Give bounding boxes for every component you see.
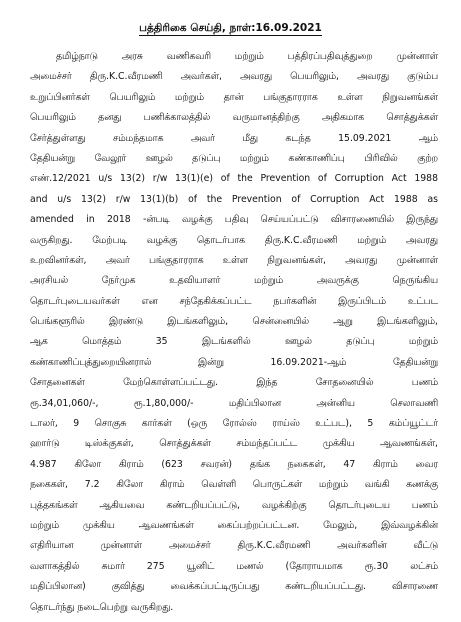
body-line-21: 4.987 கிலோ கிராம் (623 சவரன்) தங்க நகைகள், 47 கிராம் வைர (30, 458, 438, 470)
body-line-18: ரூ.34,01,060/-, ரூ.1,80,000/- மதிப்பிலான அன்னிய செலாவணி (30, 397, 438, 409)
body-line-14: பெங்களூரில் இரண்டு இடங்களிலும், சென்னையில் ஆறு இடங்களிலும், (30, 316, 438, 328)
body-line-12: அரசியல் நேர்முக உதவியாளர் மற்றும் அவருக்கு நெருங்கிய (30, 275, 438, 287)
body-line-24: மற்றும் முக்கிய ஆவணங்கள் கைப்பற்றப்பட்டன. மேலும், இவ்வழக்கின் (30, 519, 438, 531)
press-release-body (30, 47, 438, 618)
body-line-7: எண்.12/2021 u/s 13(2) r/w 13(1)(e) of the Prevention of Corruption Act 1988 (30, 173, 438, 185)
body-line-11: உறவினர்கள், அவர் பங்குதாரராக உள்ள நிறுவனங்கள், அவரது முன்னாள் (30, 254, 438, 266)
body-line-13: தொடர்புடையவர்கள் என சந்தேகிக்கப்பட்ட நபர்களின் இருப்பிடம் உட்பட (30, 295, 438, 307)
body-line-2: அமைச்சர் திரு.K.C.வீரமணி அவர்கள், அவரது பெயரிலும், அவரது குடும்ப (30, 71, 438, 83)
body-line-26: வளாகத்தில் சுமார் 275 யூனிட் மணல் (தோராயமாக ரூ.30 லட்சம் (30, 560, 438, 572)
body-line-15: ஆக மொத்தம் 35 இடங்களில் ஊழல் தடுப்பு மற்றும் (30, 336, 438, 348)
body-line-20: ஹார்டு டிஸ்க்குகள், சொத்துக்கள் சம்மந்தப்பட்ட முக்கிய ஆவணங்கள், (30, 438, 438, 450)
body-line-10: வருகிறது. மேற்படி வழக்கு தொடர்பாக திரு.K.C.வீரமணி மற்றும் அவரது (30, 234, 438, 246)
body-line-27: மதிப்பிலான) குவித்து வைக்கப்பட்டிருப்பது கண்டறியப்பட்டது. விசாரணை (30, 581, 438, 593)
body-line-16: கண்காணிப்புத்துறையினரால் இன்று 16.09.2021-ஆம் தேதியன்று (30, 356, 438, 368)
press-release-heading (0, 22, 461, 35)
body-line-25: எதிரியான முன்னாள் அமைச்சர் திரு.K.C.வீரமணி அவர்களின் வீட்டு (30, 540, 438, 552)
body-line-8: and u/s 13(2) r/w 13(1)(b) of the Prevention of Corruption Act 1988 as (30, 193, 438, 205)
heading-text: பத்திரிகை செய்தி, நாள்:16.09.2021 (139, 22, 322, 34)
body-line-6: தேதியன்று வேலூர் ஊழல் தடுப்பு மற்றும் கண்காணிப்பு பிரிவில் குற்ற (30, 152, 438, 164)
body-line-19: டாலர், 9 சொகுசு கார்கள் (ஒரு ரோல்ஸ் ராய்ஸ் உட்பட), 5 கம்ப்யூட்டர் (30, 418, 438, 430)
body-line-17: சோதனைகள் மேற்கொள்ளப்பட்டது. இந்த சோதனையில் பணம் (30, 377, 438, 389)
body-line-23: புத்தகங்கள் ஆகியவை கண்டறியப்பட்டு, வழக்கிற்கு தொடர்புடைய பணம் (30, 499, 438, 511)
body-line-28: தொடர்ந்து நடைபெற்று வருகிறது. (30, 601, 174, 613)
body-line-1: தமிழ்நாடு அரசு வணிகவரி மற்றும் பத்திரப்பதிவுத்துறை முன்னாள் (56, 51, 438, 62)
body-line-5: சேர்த்துள்ளது சம்மந்தமாக அவர் மீது கடந்த 15.09.2021 ஆம் (30, 132, 438, 144)
body-line-9: amended in 2018 -ன்படி வழக்கு பதிவு செய்யப்பட்டு விசாரணையில் இருந்து (30, 214, 438, 226)
body-line-3: உறுப்பினர்கள் பெயரிலும் மற்றும் தான் பங்குதாரராக உள்ள நிறுவனங்கள் (30, 91, 438, 103)
body-line-4: பெயரிலும் தனது பணிக்காலத்தில் வருமானத்திற்கு அதிகமாக சொத்துக்கள் (30, 112, 438, 124)
body-line-22: நகைகள், 7.2 கிலோ கிராம் வெள்ளி பொருட்கள் மற்றும் வங்கி கணக்கு (30, 479, 438, 491)
